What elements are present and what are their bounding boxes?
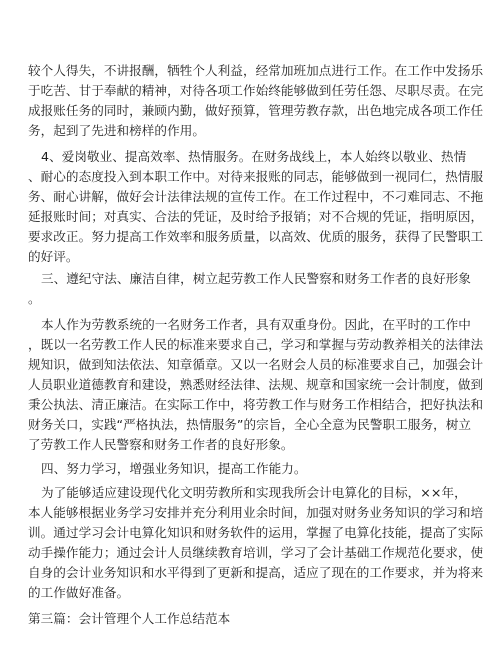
text-line: 较个人得失，不讲报酬，牺牲个人利益，经常加班加点进行工作。在工作中发扬乐	[28, 63, 484, 78]
text-line: 于吃苦、甘于奉献的精神，对待各项工作始终能够做到任劳任怨、尽职尽责。在完	[28, 83, 484, 98]
text-line: 延报账时间；对真实、合法的凭证，及时给予报销；对不合规的凭证，指明原因，	[28, 209, 484, 224]
text-line: 了劳教工作人民警察和财务工作者的良好形象。	[28, 437, 294, 452]
chapter-heading: 第三篇：会计管理个人工作总结范本	[28, 611, 231, 626]
section-heading: 四、努力学习，增强业务知识，提高工作能力。	[41, 461, 307, 476]
text-line: 动手操作能力；通过会计人员继续教育培训，学习了会计基础工作规范化要求，使	[28, 545, 484, 560]
text-line: 、耐心的态度投入到本职工作中。对待来报账的同志，能够做到一视同仁，热情服	[28, 169, 484, 184]
text-line: 自身的会计业务知识和水平得到了更新和提高，适应了现在的工作要求，并为将来	[28, 565, 484, 580]
text-line: 本人能够根据业务学习安排并充分利用业余时间，加强对财务业务知识的学习和培	[28, 505, 484, 520]
text-line: 成报账任务的同时，兼顾内勤，做好预算，管理劳教存款，出色地完成各项工作任	[28, 103, 484, 118]
text-line: 务、耐心讲解，做好会计法律法规的宣传工作。在工作过程中，不刁难同志、不拖	[28, 189, 484, 204]
text-line: 的工作做好准备。	[28, 585, 130, 600]
text-line: 人员职业道德教育和建设，熟悉财经法律、法规、规章和国家统一会计制度，做到	[28, 377, 484, 392]
text-line: 财务关口，实践“严格执法，热情服务”的宗旨，全心全意为民警职工服务，树立	[28, 417, 472, 432]
text-line: ，既以一名劳教工作人民的标准来要求自己，学习和掌握与劳动教养相关的法律法	[28, 337, 484, 352]
text-line: 务，起到了先进和榜样的作用。	[28, 123, 206, 138]
text-line: 训。通过学习会计电算化知识和财务软件的运用，掌握了电算化技能，提高了实际	[28, 525, 484, 540]
text-line: 。	[28, 291, 41, 306]
text-line: 为了能够适应建设现代化文明劳教所和实现我所会计电算化的目标，××年，	[41, 485, 467, 500]
text-line: 秉公执法、清正廉洁。在实际工作中，将劳教工作与财务工作相结合，把好执法和	[28, 397, 484, 412]
text-line: 本人作为劳教系统的一名财务工作者，具有双重身份。因此，在平时的工作中	[41, 317, 471, 332]
text-line: 要求改正。努力提高工作效率和服务质量，以高效、优质的服务，获得了民警职工	[28, 229, 484, 244]
text-line: 4、爱岗敬业、提高效率、热情服务。在财务战线上，本人始终以敬业、热情	[41, 149, 467, 164]
section-heading: 三、遵纪守法、廉洁自律，树立起劳教工作人民警察和财务工作者的良好形象	[41, 271, 471, 286]
text-line: 的好评。	[28, 249, 79, 264]
text-line: 规知识，做到知法依法、知章循章。又以一名财会人员的标准要求自己，加强会计	[28, 357, 484, 372]
